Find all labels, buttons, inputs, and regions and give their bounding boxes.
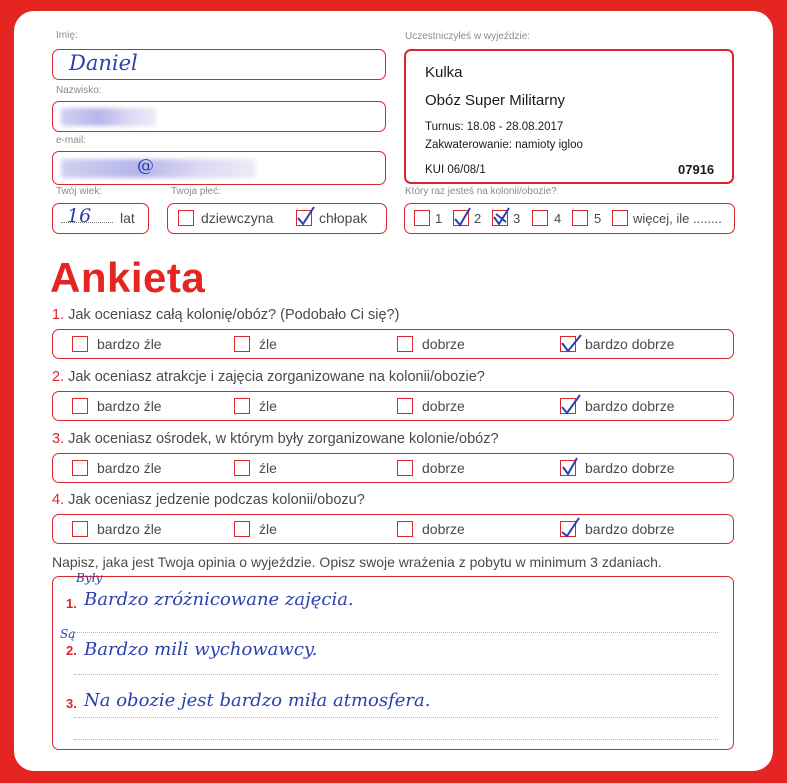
q3-option-very-good-checkbox[interactable]: [560, 460, 576, 476]
survey-title: Ankieta: [50, 254, 206, 301]
q3-option-label: bardzo dobrze: [585, 460, 675, 476]
email-label: e-mail:: [56, 135, 87, 146]
visit-4-label: 4: [554, 211, 562, 226]
name-value: Daniel: [69, 51, 138, 75]
q2-option-label: dobrze: [422, 398, 465, 414]
q3-option-label: dobrze: [422, 460, 465, 476]
opinion-line-2-text: Bardzo mili wychowawcy.: [84, 639, 318, 660]
q4-option-very-bad-checkbox[interactable]: [72, 521, 88, 537]
opinion-prompt: Napisz, jaka jest Twoja opinia o wyjeździe. Opisz swoje wrażenia z pobytu w minimum 3 zdaniach.: [52, 554, 662, 570]
visit-3-label: 3: [513, 211, 521, 226]
q3-option-label: źle: [259, 460, 277, 476]
q4-option-label: dobrze: [422, 521, 465, 537]
age-unit: lat: [120, 210, 135, 226]
gender-girl-checkbox[interactable]: [178, 210, 194, 226]
gender-label: Twoja płeć:: [171, 186, 222, 197]
trip-code: KUI 06/08/1: [425, 164, 486, 176]
trip-turnus: Turnus: 18.08 - 28.08.2017: [425, 121, 564, 133]
q2-option-bad-checkbox[interactable]: [234, 398, 250, 414]
trip-name: Kulka: [425, 64, 463, 81]
q4-option-very-good-checkbox[interactable]: [560, 521, 576, 537]
trip-label: Uczestniczyłeś w wyjeździe:: [405, 31, 531, 42]
q3-option-label: bardzo źle: [97, 460, 162, 476]
opinion-line-2-number: 2.: [66, 643, 77, 658]
opinion-line-3-number: 3.: [66, 696, 77, 711]
question-2: 2. Jak oceniasz atrakcje i zajęcia zorganizowane na kolonii/obozie?: [52, 369, 485, 385]
surname-field[interactable]: [52, 101, 386, 132]
visit-more-checkbox[interactable]: [612, 210, 628, 226]
q2-option-very-good-checkbox[interactable]: [560, 398, 576, 414]
redacted-email: [61, 159, 256, 178]
q1-option-label: bardzo źle: [97, 336, 162, 352]
opinion-line-3-text: Na obozie jest bardzo miła atmosfera.: [84, 690, 431, 711]
q2-option-good-checkbox[interactable]: [397, 398, 413, 414]
visit-2-label: 2: [474, 211, 482, 226]
q4-option-label: bardzo dobrze: [585, 521, 675, 537]
email-field[interactable]: [52, 151, 386, 185]
trip-accommodation: Zakwaterowanie: namioty igloo: [425, 139, 583, 151]
visit-more-label: więcej, ile ........: [633, 211, 722, 226]
question-3-answers: [52, 453, 734, 483]
gender-girl-label: dziewczyna: [201, 210, 274, 226]
visit-1-label: 1: [435, 211, 443, 226]
visits-label: Który raz jesteś na kolonii/obozie?: [405, 186, 557, 197]
q1-option-good-checkbox[interactable]: [397, 336, 413, 352]
visit-5-checkbox[interactable]: [572, 210, 588, 226]
trip-box: [404, 49, 734, 184]
q1-option-label: bardzo dobrze: [585, 336, 675, 352]
q2-option-label: bardzo dobrze: [585, 398, 675, 414]
trip-camp: Obóz Super Militarny: [425, 92, 566, 109]
trip-number: 07916: [678, 162, 715, 177]
name-label: Imię:: [56, 30, 78, 41]
q1-option-bad-checkbox[interactable]: [234, 336, 250, 352]
q4-option-good-checkbox[interactable]: [397, 521, 413, 537]
question-1-answers: [52, 329, 734, 359]
check-mark-icon: [295, 205, 317, 229]
visit-2-checkbox[interactable]: [453, 210, 469, 226]
q4-option-bad-checkbox[interactable]: [234, 521, 250, 537]
q3-option-bad-checkbox[interactable]: [234, 460, 250, 476]
opinion-extra-rule: [74, 739, 718, 740]
check-mark-icon: [452, 205, 474, 229]
q2-option-label: bardzo źle: [97, 398, 162, 414]
check-mark-icon: [559, 455, 583, 479]
visit-3-checkbox[interactable]: [492, 210, 508, 226]
check-mark-icon: [559, 331, 583, 355]
gender-boy-checkbox[interactable]: [296, 210, 312, 226]
q1-option-very-good-checkbox[interactable]: [560, 336, 576, 352]
visit-1-checkbox[interactable]: [414, 210, 430, 226]
email-at-sign: @: [137, 156, 154, 176]
opinion-line-2-rule: [74, 674, 718, 675]
q3-option-good-checkbox[interactable]: [397, 460, 413, 476]
gender-boy-label: chłopak: [319, 210, 368, 226]
opinion-line-3-rule: [74, 717, 718, 718]
q4-option-label: bardzo źle: [97, 521, 162, 537]
q2-option-label: źle: [259, 398, 277, 414]
redacted-surname: [61, 108, 156, 126]
age-label: Twój wiek:: [56, 186, 103, 197]
opinion-line-1-note: Były: [76, 571, 103, 585]
question-2-answers: [52, 391, 734, 421]
question-4: 4. Jak oceniasz jedzenie podczas kolonii/obozu?: [52, 492, 365, 508]
opinion-line-2-note: Są: [60, 627, 76, 641]
gender-field: [167, 203, 387, 234]
check-mark-icon: [559, 393, 583, 419]
visit-4-checkbox[interactable]: [532, 210, 548, 226]
opinion-line-1-text: Bardzo zróżnicowane zajęcia.: [84, 589, 354, 610]
q1-option-label: źle: [259, 336, 277, 352]
q2-option-very-bad-checkbox[interactable]: [72, 398, 88, 414]
visit-5-label: 5: [594, 211, 602, 226]
q1-option-label: dobrze: [422, 336, 465, 352]
q1-option-very-bad-checkbox[interactable]: [72, 336, 88, 352]
name-field[interactable]: [52, 49, 386, 80]
opinion-line-1-rule: [74, 632, 718, 633]
age-field[interactable]: [52, 203, 149, 234]
visits-field: [404, 203, 735, 234]
q3-option-very-bad-checkbox[interactable]: [72, 460, 88, 476]
question-4-answers: [52, 514, 734, 544]
question-1: 1. Jak oceniasz całą kolonię/obóz? (Podobało Ci się?): [52, 307, 400, 323]
q4-option-label: źle: [259, 521, 277, 537]
surname-label: Nazwisko:: [56, 85, 102, 96]
survey-sheet: [14, 11, 773, 771]
check-mark-icon: [559, 516, 583, 540]
question-3: 3. Jak oceniasz ośrodek, w którym były zorganizowane kolonie/obóz?: [52, 431, 499, 447]
check-mark-icon: [491, 205, 513, 229]
age-value: 16: [67, 205, 92, 227]
opinion-line-1-number: 1.: [66, 596, 77, 611]
